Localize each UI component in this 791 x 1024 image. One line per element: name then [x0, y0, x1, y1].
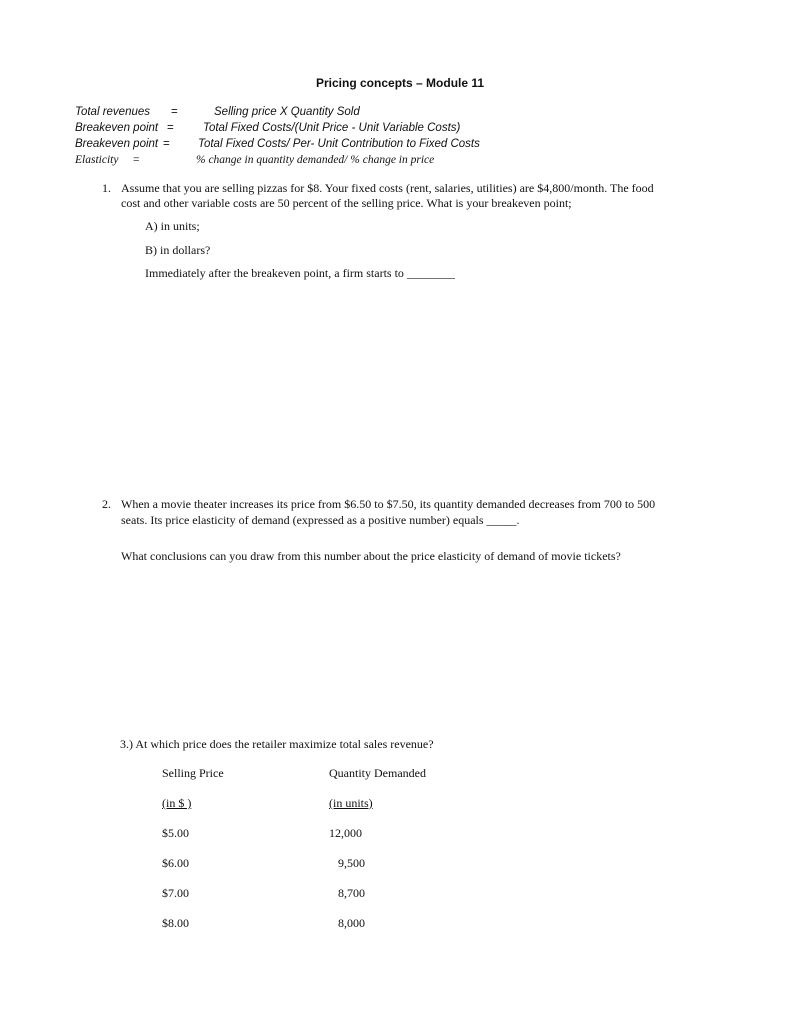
column-unit: (in units) — [329, 796, 373, 810]
table-cell-quantity: 8,000 — [338, 916, 365, 930]
fill-in-blank: Immediately after the breakeven point, a firm starts to ________ — [145, 266, 455, 280]
formula-equals: = — [167, 122, 174, 134]
table-cell-quantity: 8,700 — [338, 886, 365, 900]
question-text: seats. Its price elasticity of demand (expressed as a positive number) equals _____. — [121, 513, 520, 527]
formula-label: Total revenues — [75, 106, 151, 118]
table-cell-quantity: 9,500 — [338, 856, 365, 870]
sub-question-b: B) in dollars? — [145, 243, 211, 257]
formula-equals: = — [133, 154, 140, 166]
table-cell-price: $7.00 — [162, 886, 189, 900]
formula-equals: = — [163, 138, 170, 150]
formula-label: Elasticity — [75, 154, 119, 166]
column-header: Quantity Demanded — [329, 766, 426, 780]
formula-value: Total Fixed Costs/(Unit Price - Unit Variable Costs) — [203, 122, 461, 134]
formula-value: Total Fixed Costs/ Per- Unit Contribution to Fixed Costs — [198, 138, 480, 150]
formula-equals: = — [171, 106, 178, 118]
question-text: Assume that you are selling pizzas for $8. Your fixed costs (rent, salaries, utilities) are $4,800/month. The food — [121, 181, 654, 195]
page-title: Pricing concepts – Module 11 — [316, 76, 485, 90]
formula-label: Breakeven point — [75, 122, 159, 134]
question-text: When a movie theater increases its price from $6.50 to $7.50, its quantity demanded decreases from 700 to 500 — [121, 497, 656, 511]
question-text: 3.) At which price does the retailer maximize total sales revenue? — [120, 737, 434, 751]
formula-value: Selling price X Quantity Sold — [214, 106, 360, 118]
formula-label: Breakeven point — [75, 138, 159, 150]
column-unit: (in $ ) — [162, 796, 192, 810]
sub-question-a: A) in units; — [145, 219, 200, 233]
table-cell-price: $8.00 — [162, 916, 189, 930]
column-header: Selling Price — [162, 766, 224, 780]
question-text: cost and other variable costs are 50 percent of the selling price. What is your breakeven point; — [121, 196, 572, 210]
question-number: 2. — [102, 497, 111, 511]
formula-value: % change in quantity demanded/ % change in price — [196, 154, 435, 166]
table-cell-quantity: 12,000 — [329, 826, 362, 840]
table-cell-price: $6.00 — [162, 856, 189, 870]
table-cell-price: $5.00 — [162, 826, 189, 840]
question-number: 1. — [102, 181, 111, 195]
question-text: What conclusions can you draw from this number about the price elasticity of demand of movie tickets? — [121, 549, 621, 563]
